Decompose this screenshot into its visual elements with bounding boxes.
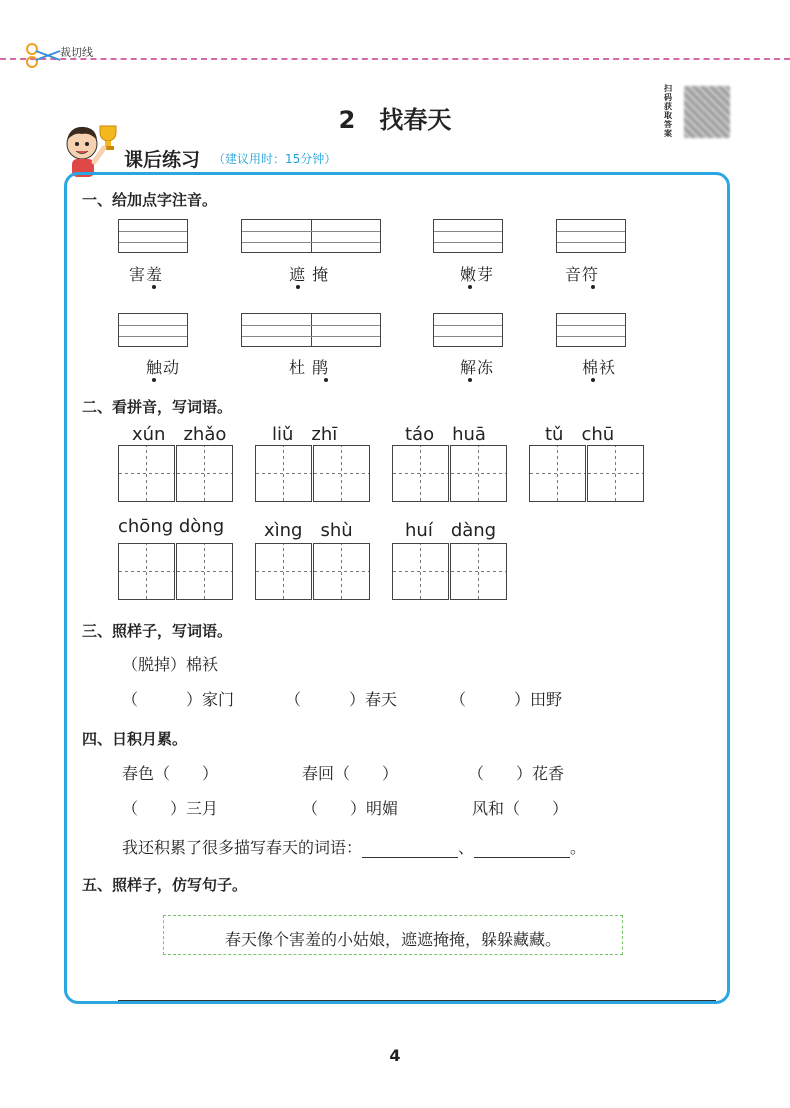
- pinyin-box[interactable]: [556, 219, 626, 253]
- q4-blank-item[interactable]: 春色（ ）: [122, 764, 219, 783]
- section-heading: 课后练习: [124, 149, 201, 171]
- q1-word: 杜 鹃: [289, 358, 330, 377]
- q4-blank-item[interactable]: （ ）花香: [468, 764, 565, 783]
- q4-sentence: [122, 835, 586, 858]
- writing-grid-cell[interactable]: [450, 445, 507, 502]
- answer-blank[interactable]: [362, 838, 458, 858]
- q4-blank-item[interactable]: 风和（ ）: [472, 799, 569, 818]
- q3-blank-item[interactable]: （ ）家门: [122, 690, 235, 709]
- emphasis-dot: [591, 378, 595, 382]
- q1-word: 嫩芽: [460, 265, 495, 284]
- writing-grid-cell[interactable]: [392, 543, 449, 600]
- q1-word: 解冻: [460, 358, 495, 377]
- q1-word: 遮 掩: [289, 265, 330, 284]
- writing-grid-cell[interactable]: [587, 445, 644, 502]
- q3-blank-item[interactable]: （ ）春天: [285, 690, 398, 709]
- pinyin-label: táo huā: [405, 424, 486, 445]
- writing-grid-cell[interactable]: [313, 445, 370, 502]
- cut-line: [0, 58, 790, 60]
- writing-grid-cell[interactable]: [118, 445, 175, 502]
- pinyin-label: tǔ chū: [545, 424, 615, 445]
- writing-grid-cell[interactable]: [118, 543, 175, 600]
- emphasis-dot: [324, 378, 328, 382]
- writing-grid-cell[interactable]: [529, 445, 586, 502]
- q4-blank-item[interactable]: （ ）明媚: [302, 799, 399, 818]
- pinyin-label: huí dàng: [405, 520, 497, 541]
- pinyin-label: chōng dòng: [118, 516, 225, 537]
- emphasis-dot: [468, 285, 472, 289]
- q4-blank-item[interactable]: （ ）三月: [122, 799, 219, 818]
- pinyin-label: liǔ zhī: [272, 424, 338, 445]
- qr-label: 扫码获取答案: [664, 84, 672, 138]
- q3-example: （脱掉）棉袄: [122, 655, 219, 674]
- q2-title: 二、看拼音，写词语。: [82, 398, 233, 416]
- writing-grid-cell[interactable]: [450, 543, 507, 600]
- writing-grid-cell[interactable]: [255, 543, 312, 600]
- q4-sentence-end: 。: [570, 838, 587, 857]
- q1-word: 音符: [565, 265, 600, 284]
- emphasis-dot: [152, 378, 156, 382]
- answer-blank[interactable]: [474, 838, 570, 858]
- scissors-icon: [24, 40, 64, 70]
- pinyin-box[interactable]: [241, 219, 381, 253]
- q1-word: 害羞: [129, 265, 164, 284]
- pinyin-box[interactable]: [118, 313, 188, 347]
- q4-sentence-prefix: 我还积累了很多描写春天的词语：: [122, 838, 363, 857]
- q5-title: 五、照样子，仿写句子。: [82, 876, 248, 894]
- emphasis-dot: [468, 378, 472, 382]
- page-title: 2 找春天: [338, 106, 452, 134]
- suggested-time: （建议用时：15分钟）: [213, 152, 337, 166]
- pinyin-box[interactable]: [241, 313, 381, 347]
- writing-grid-cell[interactable]: [176, 543, 233, 600]
- qr-code-image[interactable]: [684, 86, 730, 138]
- writing-grid-cell[interactable]: [392, 445, 449, 502]
- writing-grid-cell[interactable]: [313, 543, 370, 600]
- q4-title: 四、日积月累。: [82, 730, 188, 748]
- pinyin-box[interactable]: [433, 313, 503, 347]
- cut-line-label: 裁切线: [60, 46, 93, 59]
- q3-title: 三、照样子，写词语。: [82, 622, 233, 640]
- answer-writing-line[interactable]: [118, 1000, 716, 1001]
- mascot-boy-trophy-icon: [60, 118, 124, 180]
- q1-word: 触动: [146, 358, 181, 377]
- pinyin-box[interactable]: [433, 219, 503, 253]
- sample-sentence: 春天像个害羞的小姑娘，遮遮掩掩，躲躲藏藏。: [224, 930, 561, 949]
- q4-blank-item[interactable]: 春回（ ）: [302, 764, 399, 783]
- pinyin-label: xún zhǎo: [132, 424, 227, 445]
- emphasis-dot: [296, 285, 300, 289]
- q1-word: 棉袄: [582, 358, 617, 377]
- q4-sentence-separator: 、: [458, 838, 475, 857]
- q1-title: 一、给加点字注音。: [82, 191, 218, 209]
- page-number: 4: [389, 1046, 401, 1065]
- pinyin-box[interactable]: [556, 313, 626, 347]
- pinyin-label: xìng shù: [264, 520, 353, 541]
- q3-blank-item[interactable]: （ ）田野: [450, 690, 563, 709]
- emphasis-dot: [152, 285, 156, 289]
- writing-grid-cell[interactable]: [176, 445, 233, 502]
- emphasis-dot: [591, 285, 595, 289]
- writing-grid-cell[interactable]: [255, 445, 312, 502]
- pinyin-box[interactable]: [118, 219, 188, 253]
